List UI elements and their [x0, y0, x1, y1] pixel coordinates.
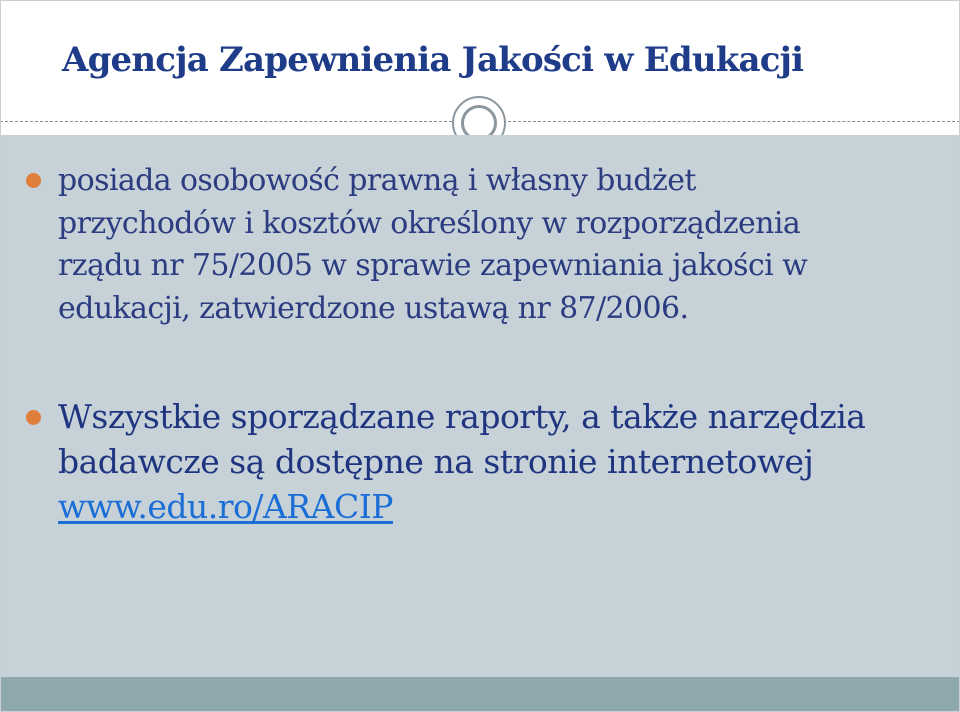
aracip-website-link[interactable]: www.edu.ro/ARACIP [58, 487, 393, 526]
bullet-line-link [58, 484, 908, 529]
header-divider-left [0, 121, 452, 122]
bullet-line: rządu nr 75/2005 w sprawie zapewniania jakości w [58, 248, 808, 283]
bullet-line: badawcze są dostępne na stronie internetowej [58, 442, 814, 481]
header-divider-right [508, 121, 960, 122]
bullet-text [58, 160, 908, 330]
circle-bullet-icon [26, 173, 41, 188]
circle-bullet-icon [26, 410, 41, 425]
footer-bar [0, 677, 960, 712]
bullet-line: Wszystkie sporządzane raporty, a także narzędzia [58, 397, 866, 436]
bullet-line: posiada osobowość prawną i własny budżet [58, 163, 696, 198]
bullet-text [58, 394, 908, 529]
bullet-line: przychodów i kosztów określony w rozporządzenia [58, 205, 801, 241]
bullet-line: edukacji, zatwierdzone ustawą nr 87/2006. [58, 290, 689, 326]
slide-title: Agencja Zapewnienia Jakości w Edukacji [62, 40, 804, 80]
